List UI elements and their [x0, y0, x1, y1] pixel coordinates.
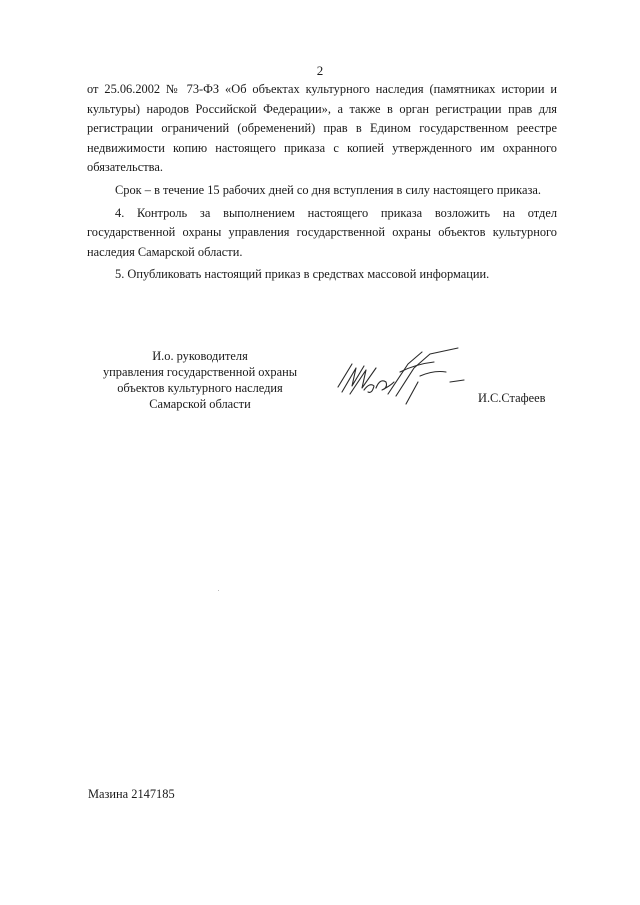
document-body	[87, 80, 557, 288]
position-line: управления государственной охраны	[102, 365, 298, 379]
signatory-position	[100, 348, 300, 412]
paragraph-continuation: от 25.06.2002 № 73-ФЗ «Об объектах культурного наследия (памятниках истории и культуры) народов Российской Федерации», а также в орган регистрации прав для регистрации ограничений (обременений) прав в Едином государственном реестре недвижимости копию настоящего приказа с копией утвержденного им охранного обязательства.	[87, 82, 557, 175]
scan-speck	[218, 590, 219, 591]
position-line: И.о. руководителя	[152, 349, 248, 363]
executor-note: Мазина 2147185	[88, 787, 175, 801]
handwritten-signature-icon	[330, 342, 480, 412]
page-number: 2	[316, 63, 324, 78]
position-line: Самарской области	[149, 397, 251, 411]
paragraph-deadline: Срок – в течение 15 рабочих дней со дня вступления в силу настоящего приказа.	[115, 182, 541, 197]
paragraph-item-4: 4. Контроль за выполнением настоящего приказа возложить на отдел государственной охраны управления государственной охраны объектов культурного наследия Самарской области.	[87, 205, 557, 259]
signer-name: И.С.Стафеев	[478, 391, 546, 405]
paragraph-item-5: 5. Опубликовать настоящий приказ в средствах массовой информации.	[115, 267, 490, 282]
position-line: объектов культурного наследия	[117, 381, 283, 395]
